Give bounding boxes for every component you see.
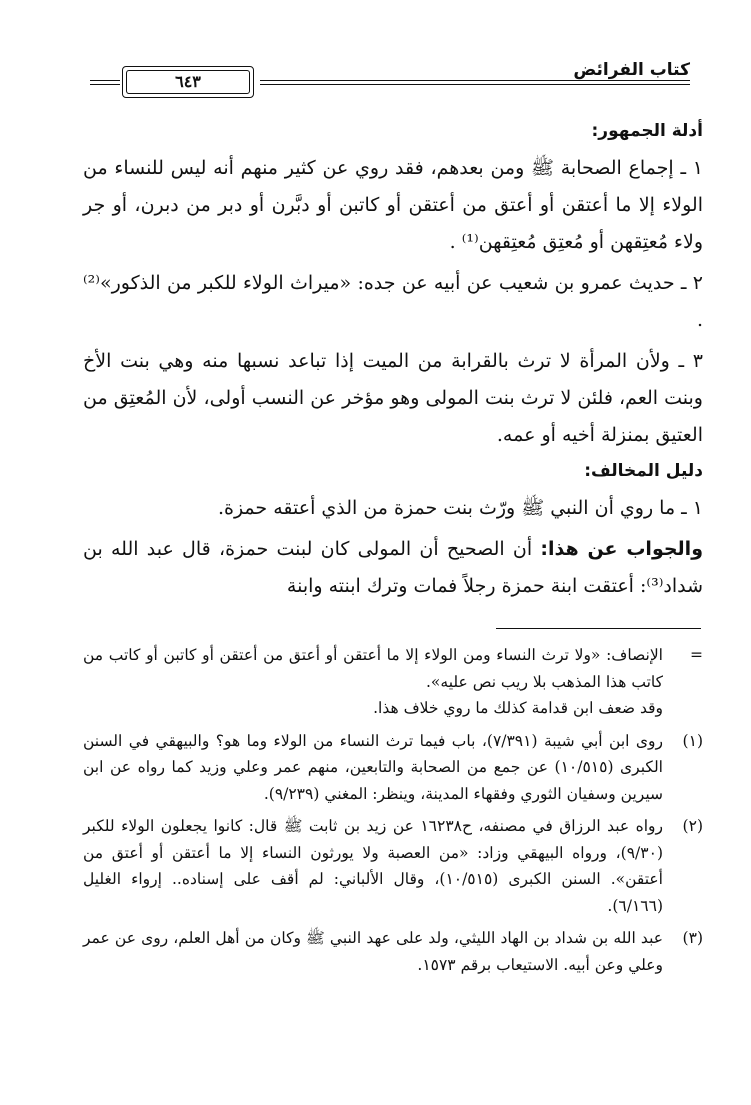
header-rule — [90, 80, 120, 81]
answer-paragraph — [83, 531, 703, 605]
section-heading: أدلة الجمهور: — [591, 121, 703, 141]
section-heading: دليل المخالف: — [584, 461, 703, 481]
footnote-mark: (٣) — [682, 929, 703, 947]
page-number: ٦٤٣ — [122, 66, 254, 98]
footnote-1 — [83, 728, 703, 808]
paragraph: ١ ـ ما روي أن النبي ﷺ ورّث بنت حمزة من الذي أعتقه حمزة. — [217, 497, 703, 519]
footnote-separator — [496, 628, 701, 629]
footnote-mark: (١) — [682, 731, 703, 750]
answer-label: والجواب عن هذا: — [540, 538, 704, 560]
footnotes — [83, 642, 703, 984]
footnote-mark: = — [690, 646, 703, 664]
page-header — [90, 58, 690, 98]
paragraph: ٢ ـ حديث عمرو بن شعيب عن أبيه عن جده: «ميراث الولاء للكبر من الذكور»⁽²⁾ . — [83, 272, 703, 331]
book-title: كتاب الفرائض — [573, 60, 690, 80]
footnote-text: الإنصاف: «ولا ترث النساء ومن الولاء إلا ما أعتقن أو أعتق من أعتقن أو كاتبن أو كاتب من كاتب هذا المذهب بلا ريب نص عليه». — [83, 646, 663, 691]
answer-text: أن الصحيح أن المولى كان لبنت حمزة، قال عبد الله بن شداد⁽³⁾: أعتقت ابنة حمزة رجلاً فمات وترك ابنته وابنة — [83, 538, 703, 597]
paragraph: ٣ ـ ولأن المرأة لا ترث بالقرابة من الميت إذا تباعد نسبها منه وهي بنت الأخ وبنت العم، فلئن لا ترث بنت المولى وهو مؤخر عن النسب أولى، لأن المُعتِق من العتيق بمنزلة أخيه أو عمه. — [83, 350, 703, 446]
footnote-mark: (٢) — [682, 817, 703, 835]
footnote-continued — [83, 642, 703, 722]
footnote-text: عبد الله بن شداد بن الهاد الليثي، ولد على عهد النبي ﷺ وكان من أهل العلم، روى عن عمر وعلي وعن أبيه. الاستيعاب برقم ١٥٧٣. — [83, 929, 663, 974]
footnote-text: روى ابن أبي شيبة (٧/٣٩١)، باب فيما ترث النساء من الولاء وما هو؟ والبيهقي في السنن الكبرى (١٠/٥١٥) عن جمع من الصحابة والتابعين، منهم عمر وعلي وزيد كما رواه عن ابن سيرين وسفيان الثوري وفقهاء المدينة، وينظر: المغني (٩/٢٣٩). — [83, 731, 663, 803]
header-rule — [90, 84, 120, 85]
footnote-2 — [83, 813, 703, 919]
footnote-3 — [83, 925, 703, 978]
header-rule — [260, 84, 690, 85]
main-text — [83, 118, 703, 609]
footnote-text: رواه عبد الرزاق في مصنفه، ح١٦٢٣٨ عن زيد بن ثابت ﷺ قال: كانوا يجعلون الولاء للكبر (٩/٣٠)، ورواه البيهقي وزاد: «من العصبة ولا يورثون النساء إلا ما أعتقن أو أعتق من أعتقن». السنن الكبرى (١٠/٥١٥)، وقال الألباني: لم أقف على إسناده.. إرواء الغليل (٦/١٦٦). — [83, 817, 663, 915]
paragraph: ١ ـ إجماع الصحابة ﷺ ومن بعدهم، فقد روي عن كثير منهم أنه ليس للنساء من الولاء إلا ما أعتقن أو أعتق من أعتقن أو كاتبن أو دبَّرن أو دبر من دبرن، أو جر ولاء مُعتِقهن أو مُعتِق مُعتِقهن⁽¹⁾ . — [83, 157, 703, 253]
header-rule — [260, 80, 690, 81]
footnote-text: وقد ضعف ابن قدامة كذلك ما روي خلاف هذا. — [373, 699, 663, 717]
